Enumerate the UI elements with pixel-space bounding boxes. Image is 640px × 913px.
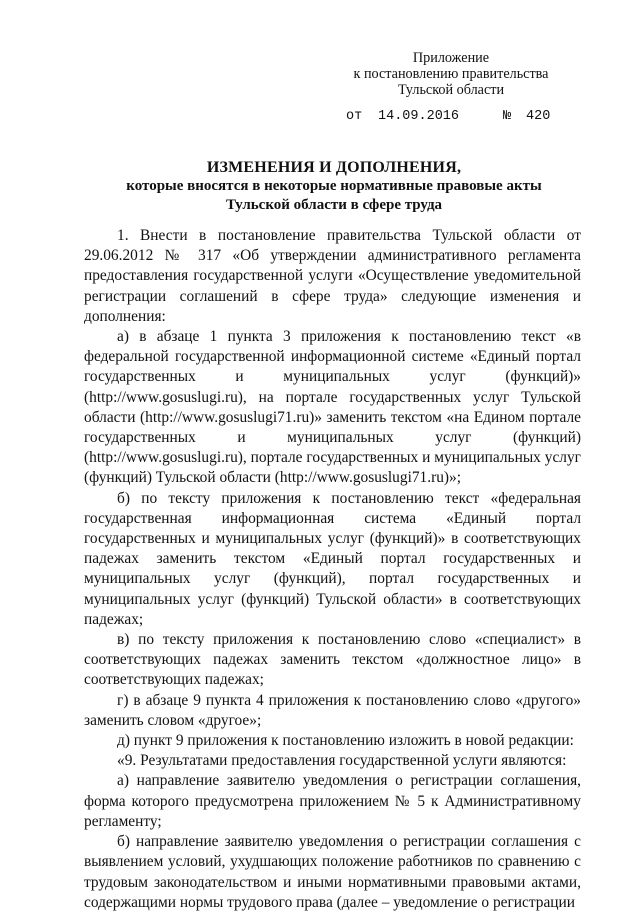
document-date: 14.09.2016 [378,109,460,124]
document-body [84,226,581,913]
paragraph-9: б) направление заявителю уведомления о регистрации соглашения с выявлением условий, ухудшающих положение работников по сравнению с трудовым законодательством и иными нормативными правовыми актами, содержащими нормы трудового права (далее – уведомление о регистрации [84,833,581,911]
paragraph-6: д) пункт 9 приложения к постановлению изложить в новой редакции: [117,732,574,750]
paragraph-1: 1. Внести в постановление правительства Тульской области от 29.06.2012 № 317 «Об утверждении административного регламента предоставления государственной услуги «Осуществление уведомительной регистрации соглашений в сфере труда» следующие изменения и дополнения: [84,227,581,325]
document-title [84,158,584,215]
appendix-header [346,50,556,98]
number-sign: № [503,109,512,124]
paragraph-7: «9. Результатами предоставления государственной услуги являются: [117,752,567,770]
appendix-line-2: к постановлению правительства [353,66,549,82]
paragraph-5: г) в абзаце 9 пункта 4 приложения к постановлению слово «другого» заменить словом «другое»; [84,691,581,729]
paragraph-8: а) направление заявителю уведомления о регистрации соглашения, форма которого предусмотрена приложением № 5 к Административному регламенту; [84,772,581,830]
paragraph-4: в) по тексту приложения к постановлению слово «специалист» в соответствующих падежах заменить текстом «должностное лицо» в соответствующих падежах; [84,631,581,689]
appendix-line-1: Приложение [412,50,490,66]
title-line-3: Тульской области в сфере труда [225,197,443,213]
paragraph-2: а) в абзаце 1 пункта 3 приложения к постановлению текст «в федеральной государственной информационной системе «Единый портал государственных и муниципальных услуг (функций)» (http://www.gosuslugi.ru), на портале государственных услуг Тульской области (http://www.gosuslugi71.ru)» заменить текстом «на Едином портале государственных и муниципальных услуг (функций) (http://www.gosuslugi.ru), портале государственных и муниципальных услуг (функций) Тульской области (http://www.gosuslugi71.ru)»; [84,328,581,487]
title-line-1: ИЗМЕНЕНИЯ И ДОПОЛНЕНИЯ, [206,159,462,176]
date-from-label: от [346,109,363,124]
appendix-line-3: Тульской области [397,82,505,98]
document-number: 420 [526,109,551,124]
title-line-2: которые вносятся в некоторые нормативные правовые акты [126,178,542,194]
paragraph-3: б) по тексту приложения к постановлению текст «федеральная государственная информационная система «Единый портал государственных и муниципальных услуг (функций)» в соответствующих падежах заменить текстом «Единый портал государственных и муниципальных услуг (функций), портал государственных и муниципальных услуг (функций) Тульской области» в соответствующих падежах; [84,489,581,628]
